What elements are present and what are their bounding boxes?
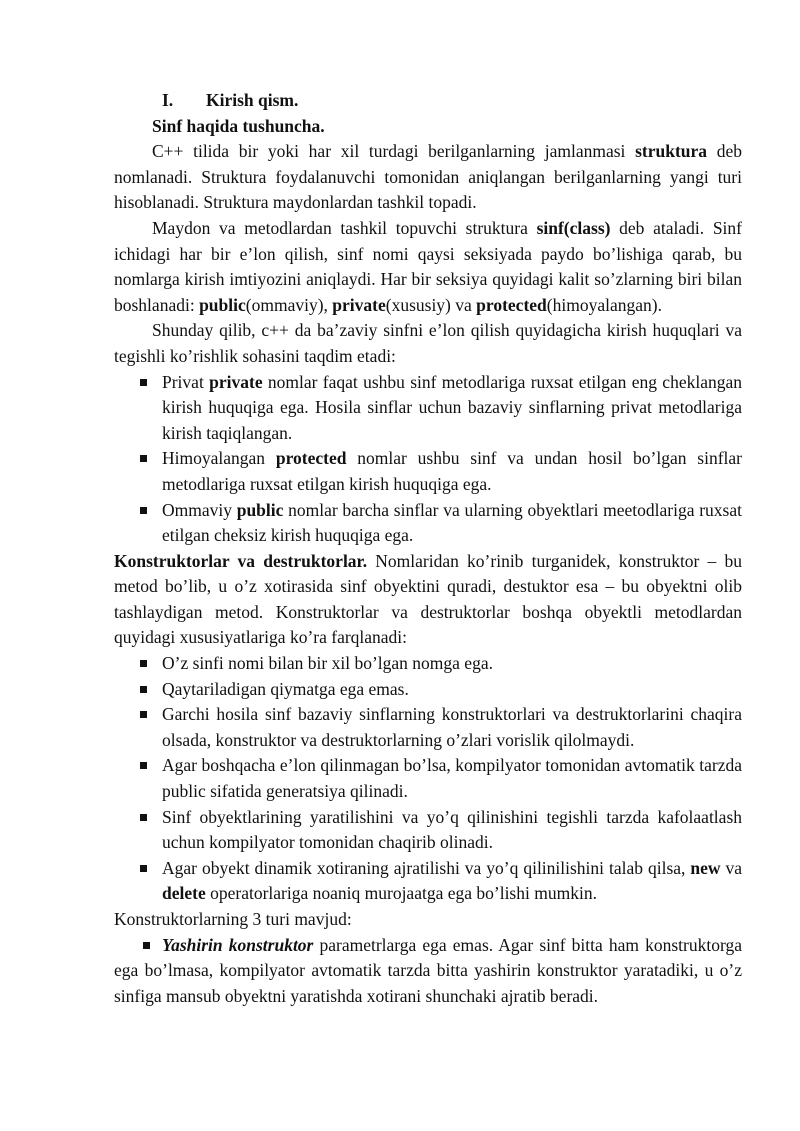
- list-item: [114, 805, 742, 856]
- bullet-square-icon: [140, 660, 147, 667]
- section-number: I.: [162, 90, 174, 110]
- text-run: (xususiy) va: [385, 294, 477, 315]
- bold-term: public: [199, 294, 246, 315]
- bullet-square-icon: [140, 762, 147, 769]
- bold-term: sinf(class): [536, 217, 611, 238]
- list-item: [114, 370, 742, 447]
- bold-term: delete: [162, 883, 206, 904]
- list-item: [114, 753, 742, 804]
- text-run: va: [720, 857, 742, 878]
- bold-italic-term: Yashirin konstruktor: [162, 934, 314, 955]
- list-item: [114, 446, 742, 497]
- text-run: Garchi hosila sinf bazaviy sinflarning konstruktorlari va destruktorlarini chaqira olsada, konstruktor va destruktorlarning o’zlari vorislik qilolmaydi.: [162, 704, 742, 750]
- section-title: Kirish qism.: [206, 90, 299, 110]
- paragraph-struktura: [114, 139, 742, 216]
- bold-term: struktura: [635, 141, 708, 162]
- text-run: operatorlariga noaniq murojaatga ega bo’lishi mumkin.: [205, 883, 597, 904]
- text-run: Privat: [162, 371, 210, 392]
- list-item: [114, 677, 742, 703]
- features-list: [114, 651, 742, 907]
- bullet-square-icon: [140, 686, 147, 693]
- text-run: (himoyalangan).: [546, 294, 662, 315]
- text-run: Agar boshqacha e’lon qilinmagan bo’lsa, kompilyator tomonidan avtomatik tarzda public sifatida generatsiya qilinadi.: [162, 755, 742, 802]
- bullet-square-icon: [143, 942, 150, 949]
- list-item: [114, 702, 742, 753]
- bold-term: protected: [275, 448, 347, 469]
- text-run: Nomlaridan ko’rinib turganidek, konstruktor – bu metod bo’lib, u o’z xotirasida sinf obyektini quradi, destuktor esa – bu obyektni olib tashlaydigan metod. Konstruktorlar va destruktorlar boshqa obyektli metodlardan quyidagi xususiyatlariga ko’ra farqlanadi:: [114, 550, 742, 648]
- text-run: deb nomlanadi. Struktura foydalanuvchi tomonidan aniqlangan berilganlarning yangi turi hisoblanadi. Struktura maydonlardan tashkil topadi.: [114, 141, 742, 213]
- bold-term: protected: [476, 294, 547, 315]
- bullet-square-icon: [140, 455, 147, 462]
- bold-heading-inline: Konstruktorlar va destruktorlar.: [114, 550, 368, 571]
- text-run: nomlar barcha sinflar va ularning obyektlari meetodlariga ruxsat etilgan cheksiz kirish huquqiga ega.: [162, 499, 742, 546]
- bullet-square-icon: [140, 711, 147, 718]
- bullet-square-icon: [140, 507, 147, 514]
- list-item: [114, 498, 742, 549]
- text-run: deb ataladi. Sinf ichidagi har bir e’lon qilish, sinf nomi qaysi seksiyada paydo bo’lishiga qarab, bu nomlarga kirish imtiyozini aniqlaydi. Har bir seksiya quyidagi kalit so’zlarning biri bilan boshlanadi:: [114, 217, 742, 315]
- text-run: Qaytariladigan qiymatga ega emas.: [162, 678, 409, 699]
- list-item: [114, 651, 742, 677]
- text-run: Sinf obyektlarining yaratilishini va yo’q qilinishini tegishli tarzda kafolaatlash uchun kompilyator tomonidan chaqirib olinadi.: [162, 806, 742, 853]
- constructor-type-item: [114, 933, 742, 1010]
- paragraph-constructors: [114, 549, 742, 651]
- bold-term: private: [332, 294, 386, 315]
- bullet-square-icon: [140, 865, 147, 872]
- paragraph-access-intro: Shunday qilib, c++ da ba’zaviy sinfni e’lon qilish quyidagicha kirish huquqlari va tegishli ko’rishlik sohasini taqdim etadi:: [114, 320, 742, 366]
- text-run: nomlar faqat ushbu sinf metodlariga ruxsat etilgan eng cheklangan kirish huquqiga ega. Hosila sinflar uchun bazaviy sinflarning privat metodlariga kirish taqiqlangan.: [162, 371, 742, 443]
- text-run: (ommaviy),: [245, 294, 333, 315]
- document-page: [114, 88, 742, 1009]
- bold-term: public: [236, 499, 284, 520]
- section-heading: [114, 88, 742, 114]
- list-item: [114, 856, 742, 907]
- paragraph-sinf: [114, 216, 742, 318]
- text-run: Himoyalangan: [162, 448, 276, 469]
- text-run: Agar obyekt dinamik xotiraning ajratilishi va yo’q qilinilishini talab qilsa,: [162, 857, 691, 878]
- bold-term: new: [690, 857, 721, 878]
- subsection-title: Sinf haqida tushuncha.: [152, 115, 325, 136]
- text-run: parametrlarga ega emas. Agar sinf bitta ham konstruktorga ega bo’lmasa, kompilyator avtomatik tarzda bitta yashirin konstruktor yaratadiki, u o’z sinfiga mansub obyektni yaratishda xotirani shunchaki ajratib beradi.: [114, 934, 743, 1006]
- text-run: Maydon va metodlardan tashkil topuvchi struktura: [152, 217, 537, 238]
- access-list: [114, 370, 742, 549]
- text-run: O’z sinfi nomi bilan bir xil bo’lgan nomga ega.: [162, 653, 493, 674]
- bold-term: private: [209, 371, 263, 392]
- bullet-square-icon: [140, 814, 147, 821]
- text-run: Ommaviy: [162, 499, 237, 520]
- text-run: nomlar ushbu sinf va undan hosil bo’lgan sinflar metodlariga ruxsat etilgan kirish huquqiga ega.: [162, 448, 742, 494]
- paragraph-types-intro: Konstruktorlarning 3 turi mavjud:: [114, 909, 352, 929]
- bullet-square-icon: [140, 379, 147, 386]
- text-run: C++ tilida bir yoki har xil turdagi berilganlarning jamlanmasi: [152, 141, 636, 162]
